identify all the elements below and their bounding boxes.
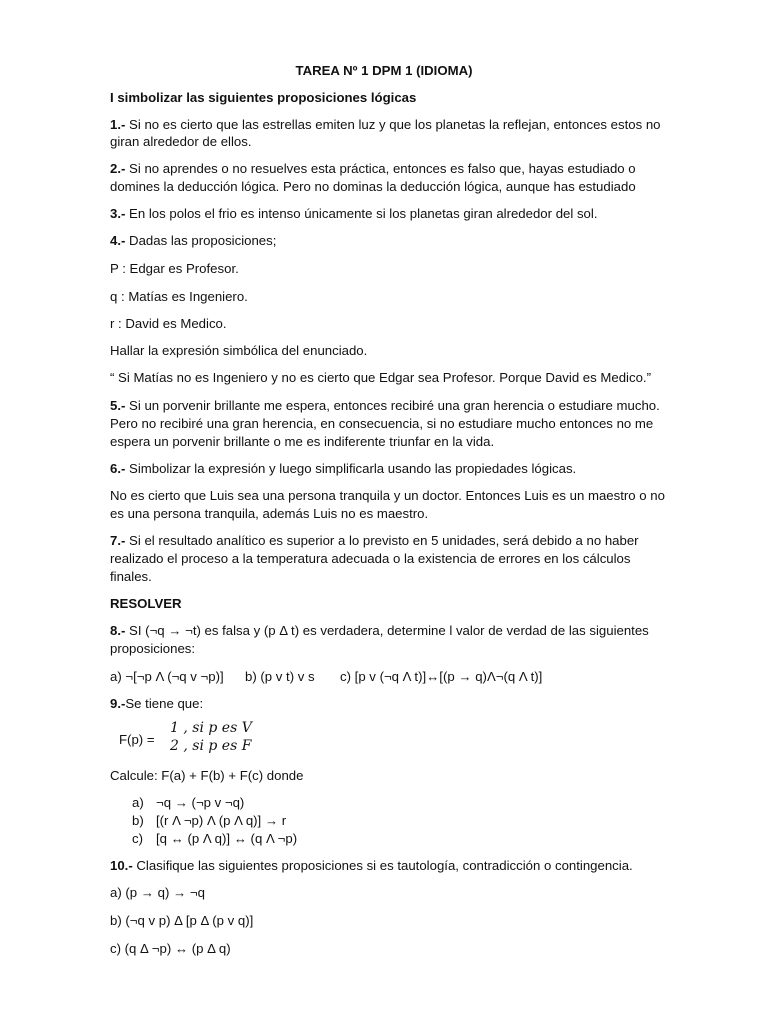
item-2-number: 2.-: [110, 161, 126, 176]
item-5-line-1: [110, 397, 660, 415]
item-8-option-a: a) ¬[¬p Λ (¬q v ¬p)]: [110, 669, 224, 684]
item-9-text: Se tiene que:: [125, 696, 204, 711]
item-8-text: SI (¬q → ¬t) es falsa y (p Δ t) es verdadera, determine l valor de verdad de las siguientes: [125, 623, 649, 638]
proposition-q: q : Matías es Ingeniero.: [110, 289, 248, 304]
item-6-line-1: [110, 460, 576, 478]
item-10-text: Clasifique las siguientes proposiciones si es tautología, contradicción o contingencia.: [132, 858, 633, 873]
item-4-line-1: [110, 232, 276, 250]
item-5-number: 5.-: [110, 398, 126, 413]
item-2-line-1: [110, 160, 636, 178]
item-10-option-b: b) (¬q v p) Δ [p Δ (p v q)]: [110, 913, 254, 928]
item-7-line-3: finales.: [110, 569, 152, 584]
item-9-b: [(r Λ ¬p) Λ (p Λ q)] → r: [156, 813, 287, 828]
item-8-option-c: c) [p v (¬q Λ t)]↔[(p → q)Λ¬(q Λ t)]: [340, 669, 543, 684]
item-3-number: 3.-: [110, 206, 126, 221]
section-heading: I simbolizar las siguientes proposiciones lógicas: [110, 90, 417, 105]
item-9-c-label: c): [132, 831, 143, 846]
item-1-text: Si no es cierto que las estrellas emiten luz y que los planetas la reflejan, entonces estos no: [125, 117, 661, 132]
item-6-line-3: es una persona tranquila, además Luis no es maestro.: [110, 506, 429, 521]
item-4-quote: “ Si Matías no es Ingeniero y no es cierto que Edgar sea Profesor. Porque David es Medico.”: [110, 370, 651, 385]
item-4-text: Dadas las proposiciones;: [125, 233, 277, 248]
item-1-line-1: [110, 116, 661, 134]
item-5-line-3: espera un porvenir brillante o me es indiferente triunfar en la vida.: [110, 434, 495, 449]
item-10-option-a: a) (p → q) → ¬q: [110, 885, 205, 900]
item-3-line-1: [110, 205, 597, 223]
item-10-line-1: [110, 857, 633, 875]
document-title: TAREA Nº 1 DPM 1 (IDIOMA): [295, 63, 473, 78]
item-9-number: 9.-: [110, 696, 126, 711]
item-10-number: 10.-: [110, 858, 133, 873]
item-1-line-2: giran alrededor de ellos.: [110, 134, 252, 149]
item-8-option-b: b) (p v t) v s: [245, 669, 315, 684]
item-9-c: [q ↔ (p Λ q)] ↔ (q Λ ¬p): [156, 831, 298, 846]
proposition-r: r : David es Medico.: [110, 316, 227, 331]
item-2-line-2: domines la deducción lógica. Pero no dominas la deducción lógica, aunque has estudiado: [110, 179, 636, 194]
function-case-2: 2 , si p es F: [170, 738, 252, 754]
item-3-text: En los polos el frio es intenso únicamente si los planetas giran alrededor del sol.: [125, 206, 598, 221]
item-5-text: Si un porvenir brillante me espera, entonces recibiré una gran herencia o estudiare mucho.: [125, 398, 660, 413]
item-10-option-c: c) (q Δ ¬p) ↔ (p Δ q): [110, 941, 231, 956]
item-9-calc: Calcule: F(a) + F(b) + F(c) donde: [110, 768, 304, 783]
resolver-heading: RESOLVER: [110, 596, 182, 611]
item-9-a-label: a): [132, 795, 144, 810]
item-4-number: 4.-: [110, 233, 126, 248]
item-7-line-2: realizado el proceso a la temperatura adecuada o la existencia de errores en los cálculos: [110, 551, 631, 566]
item-6-number: 6.-: [110, 461, 126, 476]
item-7-text: Si el resultado analítico es superior a lo previsto en 5 unidades, será debido a no haber: [125, 533, 639, 548]
item-8-number: 8.-: [110, 623, 126, 638]
item-7-line-1: [110, 532, 639, 550]
item-9-a: ¬q → (¬p v ¬q): [156, 795, 245, 810]
item-9-b-label: b): [132, 813, 144, 828]
function-label: F(p) =: [119, 732, 155, 747]
item-1-number: 1.-: [110, 117, 126, 132]
function-case-1: 1 , si p es V: [170, 720, 252, 736]
item-9-line-1: [110, 695, 203, 713]
item-2-text: Si no aprendes o no resuelves esta práctica, entonces es falso que, hayas estudiado o: [125, 161, 636, 176]
item-8-line-2: proposiciones:: [110, 641, 196, 656]
item-5-line-2: Pero no recibiré una gran herencia, en consecuencia, si no estudiare mucho entonces no me: [110, 416, 654, 431]
item-8-line-1: [110, 622, 649, 640]
item-7-number: 7.-: [110, 533, 126, 548]
proposition-p: P : Edgar es Profesor.: [110, 261, 239, 276]
item-6-line-2: No es cierto que Luis sea una persona tranquila y un doctor. Entonces Luis es un maestro o no: [110, 488, 665, 503]
item-4-instruction: Hallar la expresión simbólica del enunciado.: [110, 343, 368, 358]
item-6-text: Simbolizar la expresión y luego simplificarla usando las propiedades lógicas.: [125, 461, 577, 476]
